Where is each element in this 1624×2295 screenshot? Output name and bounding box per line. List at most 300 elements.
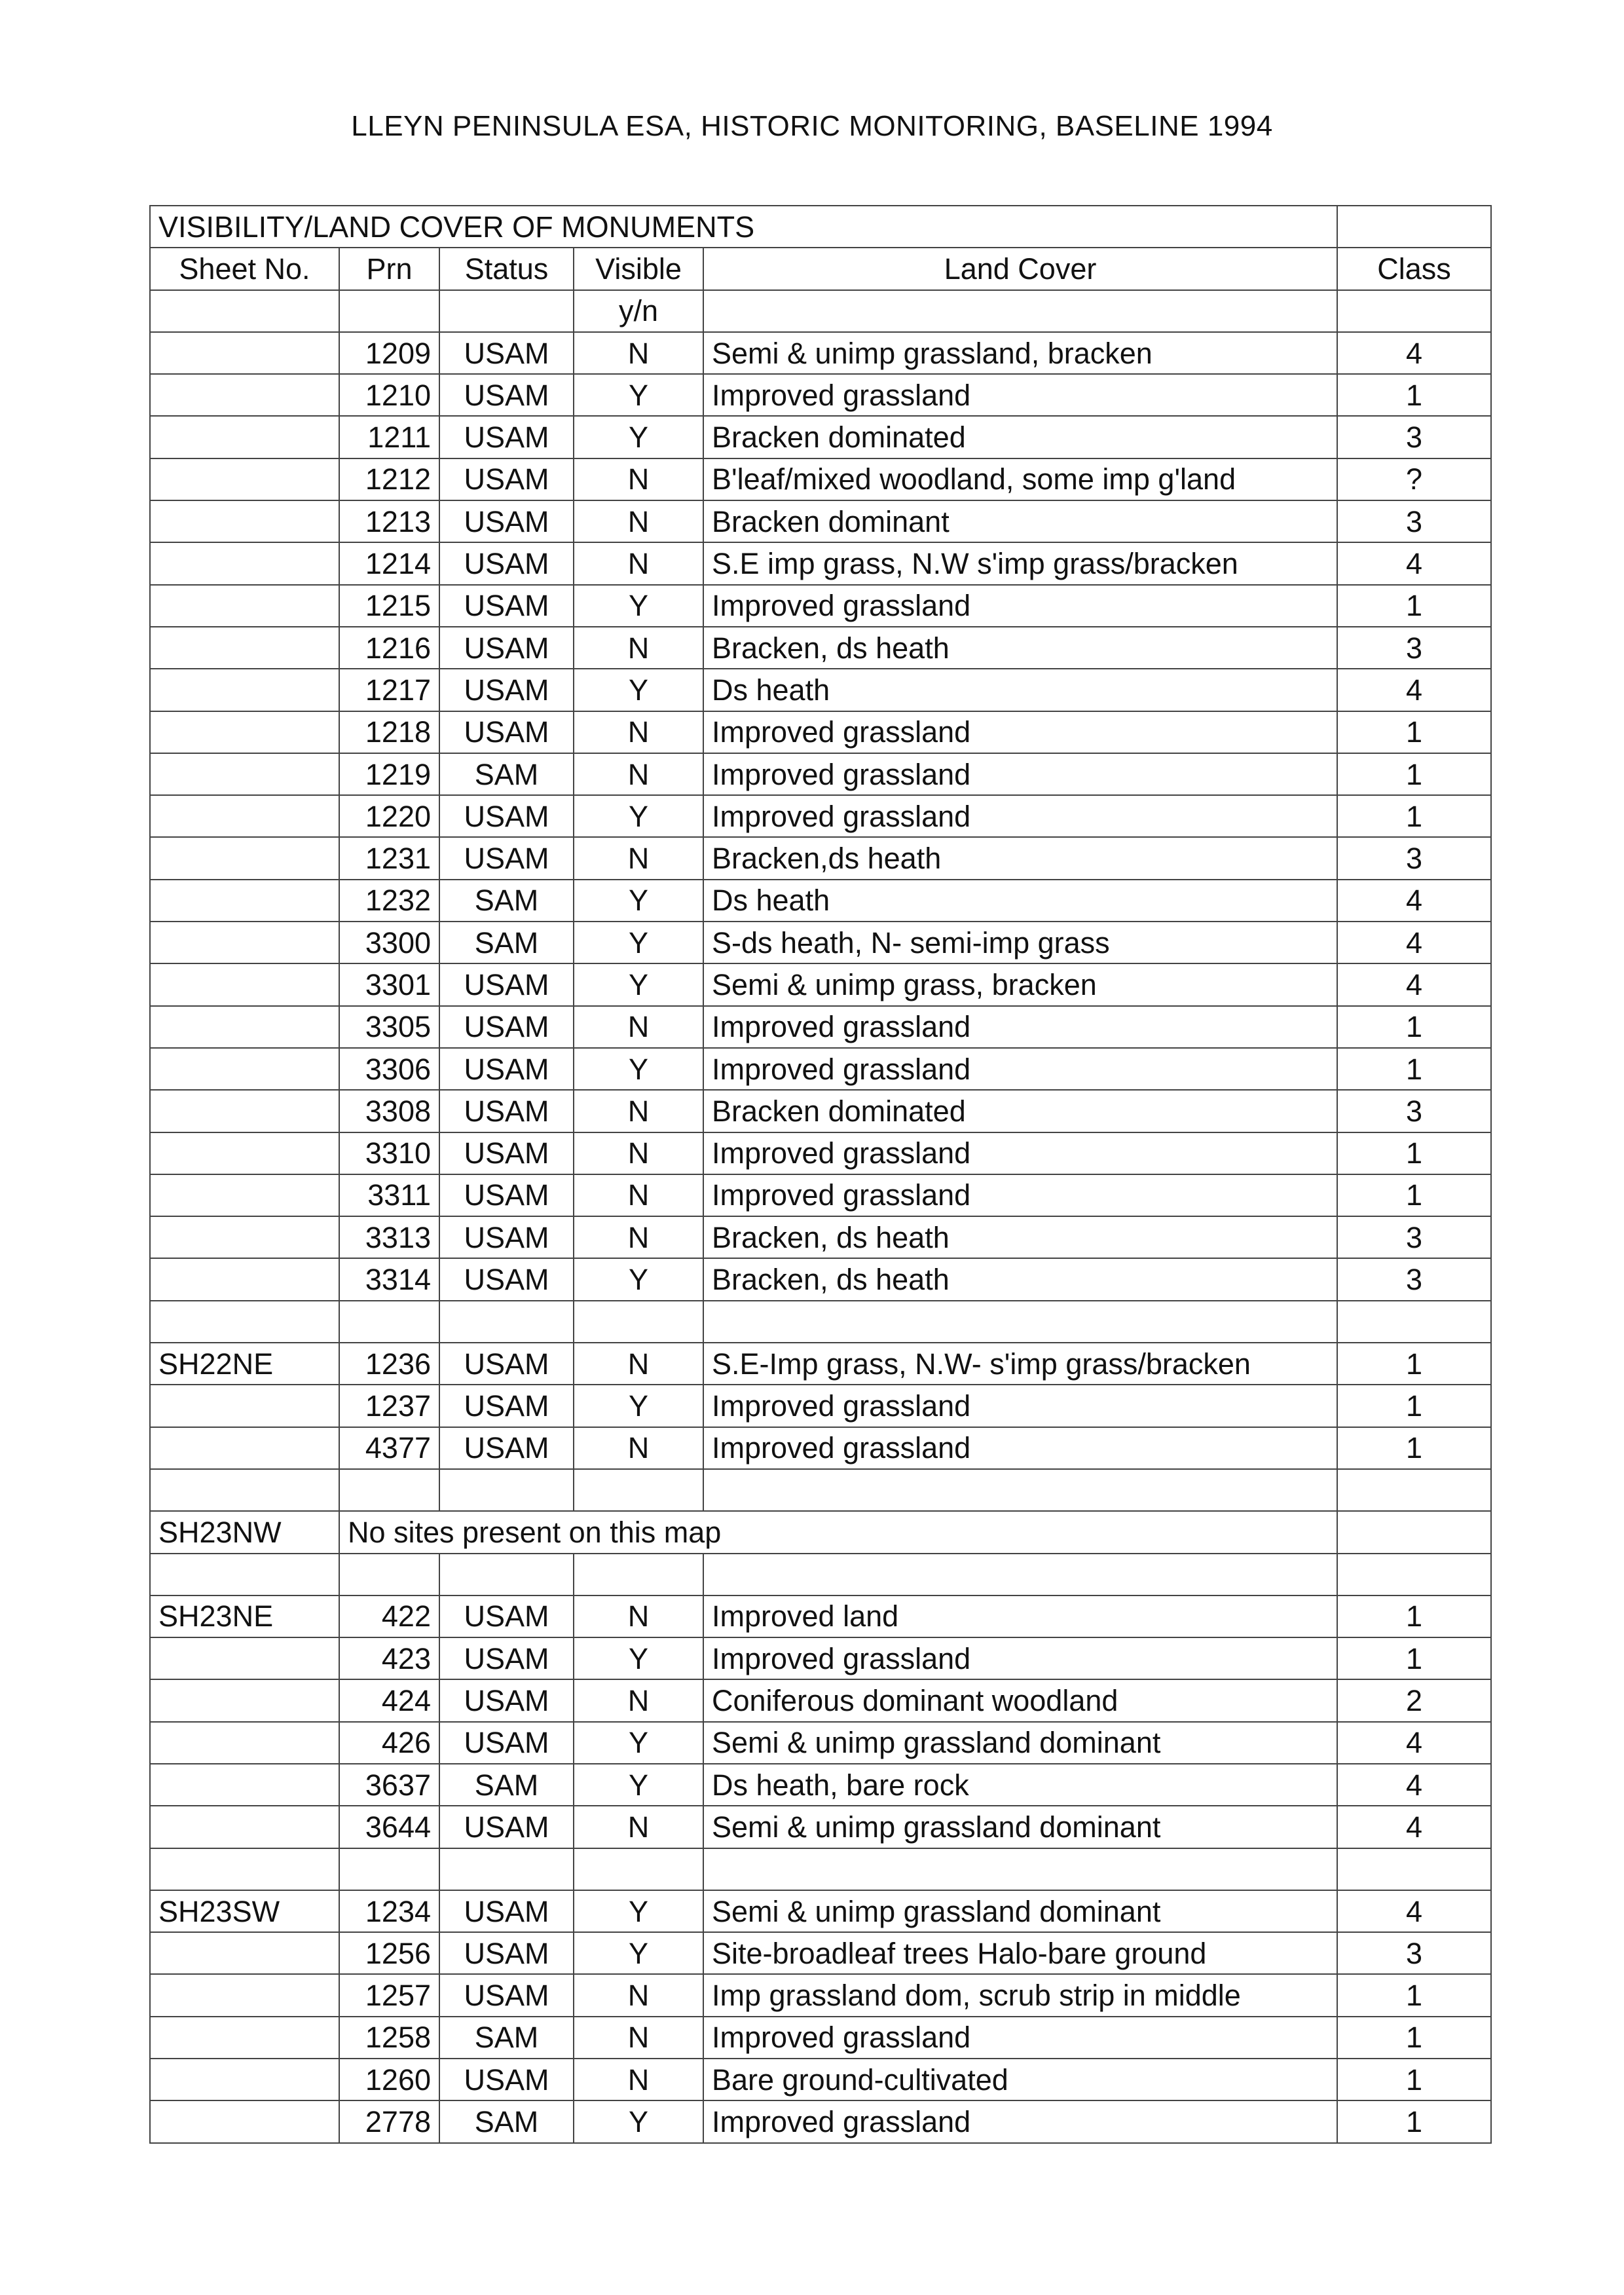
- cell-sheet: SH22NE: [150, 1343, 339, 1385]
- cell-prn: 1209: [339, 332, 439, 374]
- cell-prn: 3644: [339, 1806, 439, 1848]
- cell-class: ?: [1337, 458, 1491, 500]
- cell-visible: N: [574, 711, 703, 753]
- header-prn: Prn: [339, 248, 439, 289]
- cell-sheet: [150, 711, 339, 753]
- cell-visible: Y: [574, 1385, 703, 1427]
- cell-land: Ds heath: [703, 880, 1337, 922]
- cell-class: 4: [1337, 922, 1491, 963]
- table-row: [150, 2017, 1491, 2059]
- cell-visible: N: [574, 1174, 703, 1216]
- cell-prn: 1237: [339, 1385, 439, 1427]
- cell-status: USAM: [439, 1006, 574, 1048]
- caption-blank-cell: [1337, 206, 1491, 248]
- table-row: [150, 1006, 1491, 1048]
- table-row: [150, 1595, 1491, 1637]
- cell-class: 4: [1337, 332, 1491, 374]
- table-row: [150, 1554, 1491, 1595]
- table-row: [150, 416, 1491, 458]
- cell-sheet: [150, 1679, 339, 1721]
- cell-status: USAM: [439, 1806, 574, 1848]
- cell-status: SAM: [439, 1764, 574, 1806]
- cell-land: Imp grassland dom, scrub strip in middle: [703, 1974, 1337, 2016]
- cell-visible: N: [574, 837, 703, 879]
- table-row: [150, 458, 1491, 500]
- cell-land: Semi & unimp grassland dominant: [703, 1722, 1337, 1764]
- cell-prn: 1220: [339, 795, 439, 837]
- table-row: [150, 585, 1491, 627]
- table-row: [150, 500, 1491, 542]
- cell-land: Ds heath: [703, 669, 1337, 711]
- cell-visible: Y: [574, 795, 703, 837]
- cell-land: S.E-Imp grass, N.W- s'imp grass/bracken: [703, 1343, 1337, 1385]
- cell-sheet: [150, 1385, 339, 1427]
- cell-visible: Y: [574, 2100, 703, 2142]
- monuments-table: [149, 205, 1492, 2144]
- cell-status: USAM: [439, 1427, 574, 1469]
- cell-land: S-ds heath, N- semi-imp grass: [703, 922, 1337, 963]
- cell-prn: [339, 1469, 439, 1511]
- cell-class: 3: [1337, 627, 1491, 669]
- cell-status: USAM: [439, 1174, 574, 1216]
- cell-sheet: [150, 1006, 339, 1048]
- cell-status: [439, 1301, 574, 1343]
- cell-sheet: [150, 416, 339, 458]
- cell-sheet: SH23NE: [150, 1595, 339, 1637]
- cell-class: [1337, 1554, 1491, 1595]
- cell-class: 1: [1337, 1343, 1491, 1385]
- cell-status: USAM: [439, 837, 574, 879]
- table-row: [150, 963, 1491, 1005]
- cell-class: 3: [1337, 1258, 1491, 1300]
- cell-sheet: [150, 332, 339, 374]
- cell-sheet: [150, 1554, 339, 1595]
- cell-visible: N: [574, 2017, 703, 2059]
- cell-class: 1: [1337, 1385, 1491, 1427]
- cell-class: 1: [1337, 1174, 1491, 1216]
- cell-visible: Y: [574, 1932, 703, 1974]
- cell-status: USAM: [439, 795, 574, 837]
- table-row: [150, 711, 1491, 753]
- cell-status: USAM: [439, 585, 574, 627]
- cell-status: USAM: [439, 1637, 574, 1679]
- cell-land: Improved grassland: [703, 2100, 1337, 2142]
- cell-land: Bracken dominated: [703, 416, 1337, 458]
- cell-visible: Y: [574, 963, 703, 1005]
- cell-prn: 1232: [339, 880, 439, 922]
- cell-class: 1: [1337, 2100, 1491, 2142]
- cell-class: 4: [1337, 542, 1491, 584]
- cell-status: USAM: [439, 458, 574, 500]
- cell-status: USAM: [439, 711, 574, 753]
- cell-visible: Y: [574, 1258, 703, 1300]
- cell-sheet: [150, 542, 339, 584]
- table-row: [150, 1174, 1491, 1216]
- cell-class: 3: [1337, 500, 1491, 542]
- cell-status: [439, 1848, 574, 1890]
- cell-prn: 3637: [339, 1764, 439, 1806]
- cell-visible: N: [574, 1974, 703, 2016]
- cell-class: 1: [1337, 753, 1491, 795]
- cell-prn: 3310: [339, 1132, 439, 1174]
- table-row: [150, 1469, 1491, 1511]
- cell-visible: N: [574, 1006, 703, 1048]
- cell-land: Semi & unimp grassland dominant: [703, 1806, 1337, 1848]
- header-status: Status: [439, 248, 574, 289]
- cell-land: Ds heath, bare rock: [703, 1764, 1337, 1806]
- cell-status: USAM: [439, 627, 574, 669]
- table-row: [150, 837, 1491, 879]
- cell-status: USAM: [439, 1890, 574, 1932]
- cell-visible: Y: [574, 1722, 703, 1764]
- cell-prn: [339, 1301, 439, 1343]
- table-row: [150, 1343, 1491, 1385]
- cell-prn: 1231: [339, 837, 439, 879]
- cell-sheet: [150, 2100, 339, 2142]
- table-row: [150, 1806, 1491, 1848]
- cell-status: USAM: [439, 1595, 574, 1637]
- table-row: [150, 1848, 1491, 1890]
- cell-status: USAM: [439, 1722, 574, 1764]
- cell-visible: Y: [574, 374, 703, 416]
- cell-land: Bracken, ds heath: [703, 1216, 1337, 1258]
- cell-visible: N: [574, 332, 703, 374]
- cell-class: 1: [1337, 1637, 1491, 1679]
- cell-status: [439, 1469, 574, 1511]
- cell-status: USAM: [439, 416, 574, 458]
- header-sub-blank: [1337, 290, 1491, 332]
- cell-class: 4: [1337, 963, 1491, 1005]
- cell-prn: 2778: [339, 2100, 439, 2142]
- cell-class: 2: [1337, 1679, 1491, 1721]
- cell-land: Coniferous dominant woodland: [703, 1679, 1337, 1721]
- cell-status: USAM: [439, 1216, 574, 1258]
- cell-status: USAM: [439, 1132, 574, 1174]
- header-class: Class: [1337, 248, 1491, 289]
- cell-land: [703, 1301, 1337, 1343]
- header-sub-blank: [150, 290, 339, 332]
- table-row: [150, 1132, 1491, 1174]
- header-subrow: [150, 290, 1491, 332]
- cell-land: Improved grassland: [703, 1637, 1337, 1679]
- table-row: [150, 753, 1491, 795]
- table-row: [150, 1890, 1491, 1932]
- cell-prn: 1219: [339, 753, 439, 795]
- cell-sheet: [150, 880, 339, 922]
- cell-land: B'leaf/mixed woodland, some imp g'land: [703, 458, 1337, 500]
- table-row: [150, 922, 1491, 963]
- cell-sheet: [150, 627, 339, 669]
- table-row: [150, 1637, 1491, 1679]
- cell-prn: 3301: [339, 963, 439, 1005]
- cell-land: Semi & unimp grassland, bracken: [703, 332, 1337, 374]
- cell-land: Improved land: [703, 1595, 1337, 1637]
- table-row: [150, 1301, 1491, 1343]
- cell-class: 4: [1337, 1764, 1491, 1806]
- cell-visible: N: [574, 1679, 703, 1721]
- cell-visible: Y: [574, 1890, 703, 1932]
- cell-class: 3: [1337, 1090, 1491, 1132]
- cell-prn: 1257: [339, 1974, 439, 2016]
- cell-visible: N: [574, 1132, 703, 1174]
- page-title: LLEYN PENINSULA ESA, HISTORIC MONITORING, BASELINE 1994: [351, 110, 1273, 142]
- cell-visible: [574, 1848, 703, 1890]
- cell-prn: 422: [339, 1595, 439, 1637]
- cell-status: SAM: [439, 2100, 574, 2142]
- cell-status: USAM: [439, 500, 574, 542]
- cell-status: USAM: [439, 1974, 574, 2016]
- cell-visible: N: [574, 2059, 703, 2100]
- table-row: [150, 2100, 1491, 2142]
- cell-sheet: [150, 1048, 339, 1090]
- table-row: [150, 1679, 1491, 1721]
- cell-land: Improved grassland: [703, 711, 1337, 753]
- cell-class: 1: [1337, 1048, 1491, 1090]
- cell-prn: 3300: [339, 922, 439, 963]
- cell-land: Improved grassland: [703, 1006, 1337, 1048]
- table-row: [150, 1511, 1491, 1553]
- cell-sheet: [150, 2017, 339, 2059]
- cell-sheet: [150, 669, 339, 711]
- cell-visible: Y: [574, 1764, 703, 1806]
- caption-row: [150, 206, 1491, 248]
- header-sub-blank: [439, 290, 574, 332]
- cell-land: [703, 1848, 1337, 1890]
- cell-prn: 3308: [339, 1090, 439, 1132]
- header-visible-sub: y/n: [574, 290, 703, 332]
- cell-class: 1: [1337, 1595, 1491, 1637]
- table-row: [150, 669, 1491, 711]
- cell-visible: [574, 1301, 703, 1343]
- cell-prn: 1214: [339, 542, 439, 584]
- cell-status: USAM: [439, 1679, 574, 1721]
- cell-sheet: [150, 1132, 339, 1174]
- cell-status: SAM: [439, 880, 574, 922]
- cell-sheet: [150, 1301, 339, 1343]
- header-sub-blank: [703, 290, 1337, 332]
- table-row: [150, 1090, 1491, 1132]
- cell-class: 3: [1337, 416, 1491, 458]
- cell-visible: N: [574, 753, 703, 795]
- cell-class: 1: [1337, 1132, 1491, 1174]
- cell-land: Bracken, ds heath: [703, 627, 1337, 669]
- cell-prn: 424: [339, 1679, 439, 1721]
- cell-sheet: [150, 1848, 339, 1890]
- cell-visible: Y: [574, 416, 703, 458]
- cell-class: 4: [1337, 880, 1491, 922]
- table-row: [150, 1974, 1491, 2016]
- cell-class: [1337, 1301, 1491, 1343]
- cell-prn: 3313: [339, 1216, 439, 1258]
- cell-land: Bracken dominant: [703, 500, 1337, 542]
- cell-prn: 1212: [339, 458, 439, 500]
- cell-land: Bare ground-cultivated: [703, 2059, 1337, 2100]
- cell-status: USAM: [439, 1090, 574, 1132]
- header-sheet-no: Sheet No.: [150, 248, 339, 289]
- cell-sheet: [150, 1216, 339, 1258]
- cell-sheet: [150, 374, 339, 416]
- header-row: [150, 248, 1491, 289]
- cell-prn: 1215: [339, 585, 439, 627]
- cell-sheet: [150, 1974, 339, 2016]
- cell-land: Improved grassland: [703, 585, 1337, 627]
- cell-visible: N: [574, 542, 703, 584]
- cell-prn: [339, 1848, 439, 1890]
- cell-prn: 1217: [339, 669, 439, 711]
- cell-prn: 3314: [339, 1258, 439, 1300]
- header-visible: Visible: [574, 248, 703, 289]
- cell-sheet: [150, 585, 339, 627]
- cell-sheet: SH23NW: [150, 1511, 339, 1553]
- cell-visible: N: [574, 1216, 703, 1258]
- cell-class: 1: [1337, 795, 1491, 837]
- cell-class: [1337, 1848, 1491, 1890]
- table-row: [150, 2059, 1491, 2100]
- cell-prn: 1211: [339, 416, 439, 458]
- table-row: [150, 1722, 1491, 1764]
- cell-status: USAM: [439, 1258, 574, 1300]
- cell-status: USAM: [439, 542, 574, 584]
- cell-class: 3: [1337, 1216, 1491, 1258]
- cell-status: SAM: [439, 2017, 574, 2059]
- table-row: [150, 795, 1491, 837]
- cell-sheet: [150, 753, 339, 795]
- cell-prn: 1260: [339, 2059, 439, 2100]
- cell-status: USAM: [439, 1048, 574, 1090]
- cell-status: USAM: [439, 669, 574, 711]
- cell-prn: 3305: [339, 1006, 439, 1048]
- cell-land: Improved grassland: [703, 1174, 1337, 1216]
- cell-status: USAM: [439, 1343, 574, 1385]
- cell-class: 3: [1337, 837, 1491, 879]
- cell-class: 1: [1337, 374, 1491, 416]
- table-row: [150, 880, 1491, 922]
- cell-class: 1: [1337, 1974, 1491, 2016]
- table-row: [150, 1216, 1491, 1258]
- cell-status: USAM: [439, 2059, 574, 2100]
- cell-sheet: [150, 458, 339, 500]
- table-caption: VISIBILITY/LAND COVER OF MONUMENTS: [150, 206, 1337, 248]
- cell-sheet: [150, 500, 339, 542]
- cell-visible: N: [574, 1090, 703, 1132]
- cell-sheet: [150, 1764, 339, 1806]
- cell-class: [1337, 1469, 1491, 1511]
- cell-visible: [574, 1554, 703, 1595]
- table-row: [150, 1764, 1491, 1806]
- cell-status: SAM: [439, 922, 574, 963]
- cell-visible: [574, 1469, 703, 1511]
- cell-sheet: [150, 922, 339, 963]
- cell-land: Semi & unimp grassland dominant: [703, 1890, 1337, 1932]
- cell-sheet: [150, 1469, 339, 1511]
- cell-class: 1: [1337, 585, 1491, 627]
- cell-status: USAM: [439, 963, 574, 1005]
- cell-prn: 1216: [339, 627, 439, 669]
- table-row: [150, 1048, 1491, 1090]
- cell-visible: N: [574, 1427, 703, 1469]
- cell-prn: 4377: [339, 1427, 439, 1469]
- cell-land: Improved grassland: [703, 1048, 1337, 1090]
- cell-visible: N: [574, 1343, 703, 1385]
- cell-class: 1: [1337, 1006, 1491, 1048]
- cell-status: USAM: [439, 374, 574, 416]
- table-row: [150, 1385, 1491, 1427]
- cell-land: Improved grassland: [703, 2017, 1337, 2059]
- cell-class: 3: [1337, 1932, 1491, 1974]
- cell-prn: 3311: [339, 1174, 439, 1216]
- cell-visible: Y: [574, 922, 703, 963]
- cell-land: Bracken,ds heath: [703, 837, 1337, 879]
- cell-land: Semi & unimp grass, bracken: [703, 963, 1337, 1005]
- cell-visible: N: [574, 1595, 703, 1637]
- cell-land: Bracken, ds heath: [703, 1258, 1337, 1300]
- cell-sheet: [150, 1258, 339, 1300]
- cell-land: Bracken dominated: [703, 1090, 1337, 1132]
- cell-prn: 1256: [339, 1932, 439, 1974]
- cell-sheet: [150, 2059, 339, 2100]
- cell-land: [703, 1469, 1337, 1511]
- cell-class: 1: [1337, 711, 1491, 753]
- cell-class: [1337, 1511, 1491, 1553]
- cell-sheet: [150, 1637, 339, 1679]
- cell-class: 4: [1337, 1806, 1491, 1848]
- header-land-cover: Land Cover: [703, 248, 1337, 289]
- cell-sheet: [150, 1722, 339, 1764]
- cell-visible: Y: [574, 1048, 703, 1090]
- cell-prn: 1258: [339, 2017, 439, 2059]
- cell-prn: 426: [339, 1722, 439, 1764]
- cell-prn: 1234: [339, 1890, 439, 1932]
- cell-status: USAM: [439, 1385, 574, 1427]
- cell-status: SAM: [439, 753, 574, 795]
- cell-sheet: [150, 1174, 339, 1216]
- cell-land: [703, 1554, 1337, 1595]
- cell-sheet: [150, 837, 339, 879]
- cell-class: 1: [1337, 2059, 1491, 2100]
- cell-sheet: [150, 963, 339, 1005]
- cell-class: 4: [1337, 1722, 1491, 1764]
- cell-note: No sites present on this map: [339, 1511, 1337, 1553]
- cell-visible: N: [574, 1806, 703, 1848]
- cell-class: 1: [1337, 1427, 1491, 1469]
- cell-visible: Y: [574, 1637, 703, 1679]
- cell-prn: 1218: [339, 711, 439, 753]
- cell-sheet: [150, 795, 339, 837]
- cell-visible: N: [574, 458, 703, 500]
- cell-visible: Y: [574, 585, 703, 627]
- cell-prn: 1210: [339, 374, 439, 416]
- table-row: [150, 627, 1491, 669]
- table-row: [150, 374, 1491, 416]
- cell-land: Improved grassland: [703, 1132, 1337, 1174]
- cell-prn: 423: [339, 1637, 439, 1679]
- cell-sheet: SH23SW: [150, 1890, 339, 1932]
- table-row: [150, 1427, 1491, 1469]
- table-row: [150, 1258, 1491, 1300]
- cell-prn: [339, 1554, 439, 1595]
- cell-land: S.E imp grass, N.W s'imp grass/bracken: [703, 542, 1337, 584]
- cell-prn: 3306: [339, 1048, 439, 1090]
- cell-class: 1: [1337, 2017, 1491, 2059]
- cell-sheet: [150, 1806, 339, 1848]
- cell-sheet: [150, 1932, 339, 1974]
- cell-prn: 1213: [339, 500, 439, 542]
- cell-land: Improved grassland: [703, 1427, 1337, 1469]
- header-sub-blank: [339, 290, 439, 332]
- cell-sheet: [150, 1427, 339, 1469]
- cell-visible: Y: [574, 669, 703, 711]
- cell-status: [439, 1554, 574, 1595]
